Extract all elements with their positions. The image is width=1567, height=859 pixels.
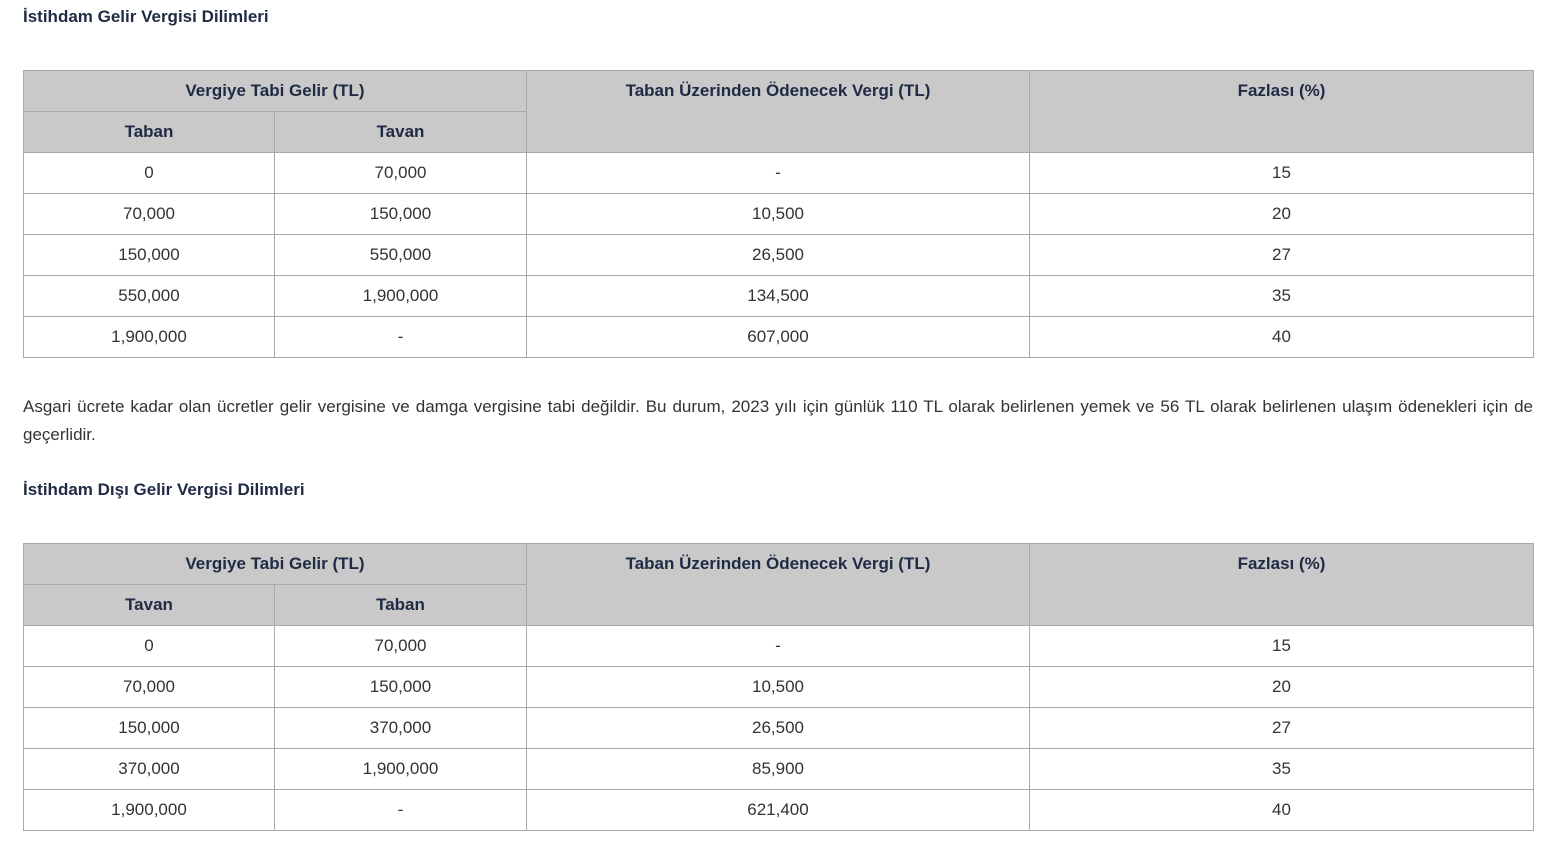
cell-upper: 370,000 xyxy=(275,708,527,749)
group-header-taxable-income: Vergiye Tabi Gelir (TL) xyxy=(24,544,527,585)
cell-lower: 70,000 xyxy=(24,667,275,708)
cell-tax: 85,900 xyxy=(527,749,1030,790)
group-header-taxable-income: Vergiye Tabi Gelir (TL) xyxy=(24,71,527,112)
cell-base: 1,900,000 xyxy=(24,317,275,358)
cell-tax: - xyxy=(527,153,1030,194)
cell-upper: - xyxy=(275,790,527,831)
cell-ceiling: 550,000 xyxy=(275,235,527,276)
cell-rate: 27 xyxy=(1030,235,1534,276)
table-row xyxy=(24,749,1534,790)
cell-rate: 20 xyxy=(1030,194,1534,235)
cell-rate: 27 xyxy=(1030,708,1534,749)
cell-ceiling: 150,000 xyxy=(275,194,527,235)
cell-ceiling: 1,900,000 xyxy=(275,276,527,317)
table-row xyxy=(24,708,1534,749)
cell-lower: 370,000 xyxy=(24,749,275,790)
header-ceiling: Tavan xyxy=(24,585,275,626)
cell-base: 150,000 xyxy=(24,235,275,276)
header-tax-on-base: Taban Üzerinden Ödenecek Vergi (TL) xyxy=(527,71,1030,153)
table-row xyxy=(24,667,1534,708)
table-row xyxy=(24,153,1534,194)
header-tax-on-base: Taban Üzerinden Ödenecek Vergi (TL) xyxy=(527,544,1030,626)
header-excess-percent: Fazlası (%) xyxy=(1030,71,1534,153)
non-employment-tax-table xyxy=(23,543,1534,831)
header-excess-percent: Fazlası (%) xyxy=(1030,544,1534,626)
cell-tax: 10,500 xyxy=(527,667,1030,708)
cell-tax: 26,500 xyxy=(527,708,1030,749)
cell-upper: 1,900,000 xyxy=(275,749,527,790)
header-ceiling: Tavan xyxy=(275,112,527,153)
header-base: Taban xyxy=(275,585,527,626)
cell-rate: 15 xyxy=(1030,153,1534,194)
cell-lower: 150,000 xyxy=(24,708,275,749)
cell-tax: 134,500 xyxy=(527,276,1030,317)
cell-rate: 35 xyxy=(1030,749,1534,790)
exemption-paragraph: Asgari ücrete kadar olan ücretler gelir vergisine ve damga vergisine tabi değildir. Bu durum, 2023 yılı için günlük 110 TL olarak belirlenen yemek ve 56 TL olarak belirlenen ulaşım ödenekleri için de geçerlidir. xyxy=(23,397,1533,444)
table-row xyxy=(24,790,1534,831)
table-row xyxy=(24,276,1534,317)
cell-tax: 26,500 xyxy=(527,235,1030,276)
section-title-non-employment: İstihdam Dışı Gelir Vergisi Dilimleri xyxy=(23,480,305,499)
cell-tax: 621,400 xyxy=(527,790,1030,831)
cell-lower: 1,900,000 xyxy=(24,790,275,831)
cell-base: 70,000 xyxy=(24,194,275,235)
cell-base: 0 xyxy=(24,153,275,194)
cell-tax: - xyxy=(527,626,1030,667)
cell-rate: 15 xyxy=(1030,626,1534,667)
cell-rate: 40 xyxy=(1030,317,1534,358)
cell-lower: 0 xyxy=(24,626,275,667)
header-base: Taban xyxy=(24,112,275,153)
table-row xyxy=(24,317,1534,358)
section-title-employment: İstihdam Gelir Vergisi Dilimleri xyxy=(23,7,269,26)
table-row xyxy=(24,235,1534,276)
employment-tax-table xyxy=(23,70,1534,358)
cell-rate: 20 xyxy=(1030,667,1534,708)
cell-upper: 150,000 xyxy=(275,667,527,708)
table-row xyxy=(24,626,1534,667)
cell-rate: 40 xyxy=(1030,790,1534,831)
cell-upper: 70,000 xyxy=(275,626,527,667)
cell-rate: 35 xyxy=(1030,276,1534,317)
cell-base: 550,000 xyxy=(24,276,275,317)
cell-tax: 607,000 xyxy=(527,317,1030,358)
cell-ceiling: 70,000 xyxy=(275,153,527,194)
cell-ceiling: - xyxy=(275,317,527,358)
table-row xyxy=(24,194,1534,235)
cell-tax: 10,500 xyxy=(527,194,1030,235)
